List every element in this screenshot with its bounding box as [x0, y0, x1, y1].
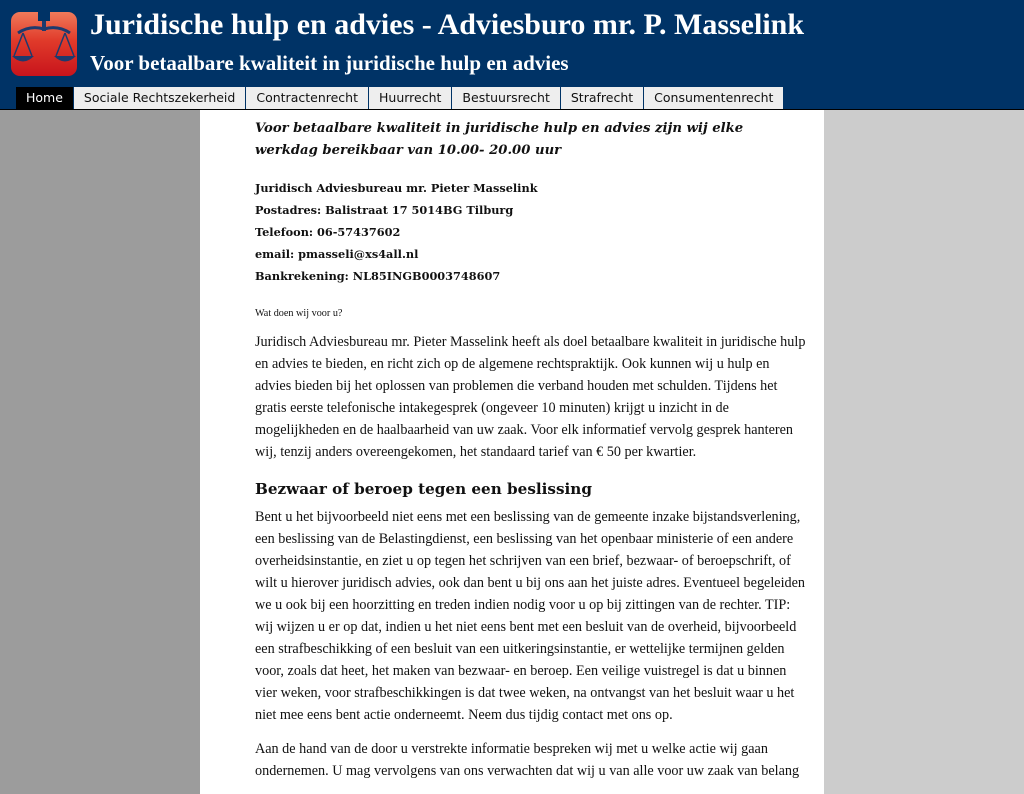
nav-item-home[interactable]: Home [16, 87, 74, 109]
contact-block [255, 177, 807, 287]
contact-company: Juridisch Adviesbureau mr. Pieter Masselink [255, 181, 538, 195]
intro-text: Voor betaalbare kwaliteit in juridische hulp en advies zijn wij elke werkdag bereikbaar van 10.00- 20.00 uur [255, 121, 744, 158]
nav-item-bestuursrecht[interactable]: Bestuursrecht [452, 87, 560, 109]
nav-item-contractenrecht[interactable]: Contractenrecht [246, 87, 369, 109]
contact-phone: Telefoon: 06-57437602 [255, 225, 401, 239]
paragraph-actie: Aan de hand van de door u verstrekte informatie bespreken wij met u welke actie wij gaan ondernemen. U mag vervolgens van ons verwachten dat wij u van alle voor uw zaak van belang [255, 741, 800, 779]
nav-item-huurrecht[interactable]: Huurrecht [369, 87, 452, 109]
main-content [255, 118, 807, 794]
contact-email: email: pmasseli@xs4all.nl [255, 247, 419, 261]
scales-of-justice-icon[interactable] [10, 11, 78, 77]
nav-item-strafrecht[interactable]: Strafrecht [561, 87, 644, 109]
contact-address: Postadres: Balistraat 17 5014BG Tilburg [255, 203, 514, 217]
section-heading: Bezwaar of beroep tegen een beslissing [255, 480, 592, 498]
main-nav [16, 87, 784, 109]
site-header [0, 0, 1024, 110]
nav-item-sociale-rechtszekerheid[interactable]: Sociale Rechtszekerheid [74, 87, 246, 109]
site-title: Juridische hulp en advies - Adviesburo mr. P. Masselink [90, 8, 805, 41]
question-label: Wat doen wij voor u? [255, 308, 343, 319]
paragraph-intro: Juridisch Adviesbureau mr. Pieter Masselink heeft als doel betaalbare kwaliteit in juridische hulp en advies te bieden, en richt zich op de algemene rechtspraktijk. Ook kunnen wij u hulp en advies bieden bij het oplossen van problemen die verband houden met schulden. Tijdens het gratis eerste telefonische intakegesprek (ongeveer 10 minuten) krijgt u inzicht in de mogelijkheden en de haalbaarheid van uw zaak. Voor elk informatief vervolg gesprek hanteren wij, tenzij anders overeengekomen, het standaard tarief van € 50 per kwartier. [255, 334, 806, 460]
nav-item-consumentenrecht[interactable]: Consumentenrecht [644, 87, 784, 109]
paragraph-bezwaar: Bent u het bijvoorbeeld niet eens met een beslissing van de gemeente inzake bijstandsverlening, een beslissing van de Belastingdienst, een beslissing van het openbaar ministerie of een andere overheidsinstantie, en ziet u op tegen het schrijven van een brief, bezwaar- of beroepschrift, of wilt u hierover juridisch advies, ook dan bent u bij ons aan het juiste adres. Eventueel begeleiden we u ook bij een hoorzitting en treden indien nodig voor u op bij zittingen van de rechter. TIP: wij wijzen u er op dat, indien u het niet eens bent met een besluit van de overheid, bijvoorbeeld een strafbeschikking of een besluit van een uitkeringsinstantie, er wettelijke termijnen gelden voor, zoals dat heet, het maken van bezwaar- en beroep. Een veilige vuistregel is dat u binnen vier weken, voor strafbeschikkingen is dat twee weken, na ontvangst van het besluit waar u het niet mee eens bent actie onderneemt. Neem dus tijdig contact met ons op. [255, 509, 806, 723]
site-subtitle: Voor betaalbare kwaliteit in juridische hulp en advies [90, 51, 569, 75]
contact-bank: Bankrekening: NL85INGB0003748607 [255, 269, 501, 283]
